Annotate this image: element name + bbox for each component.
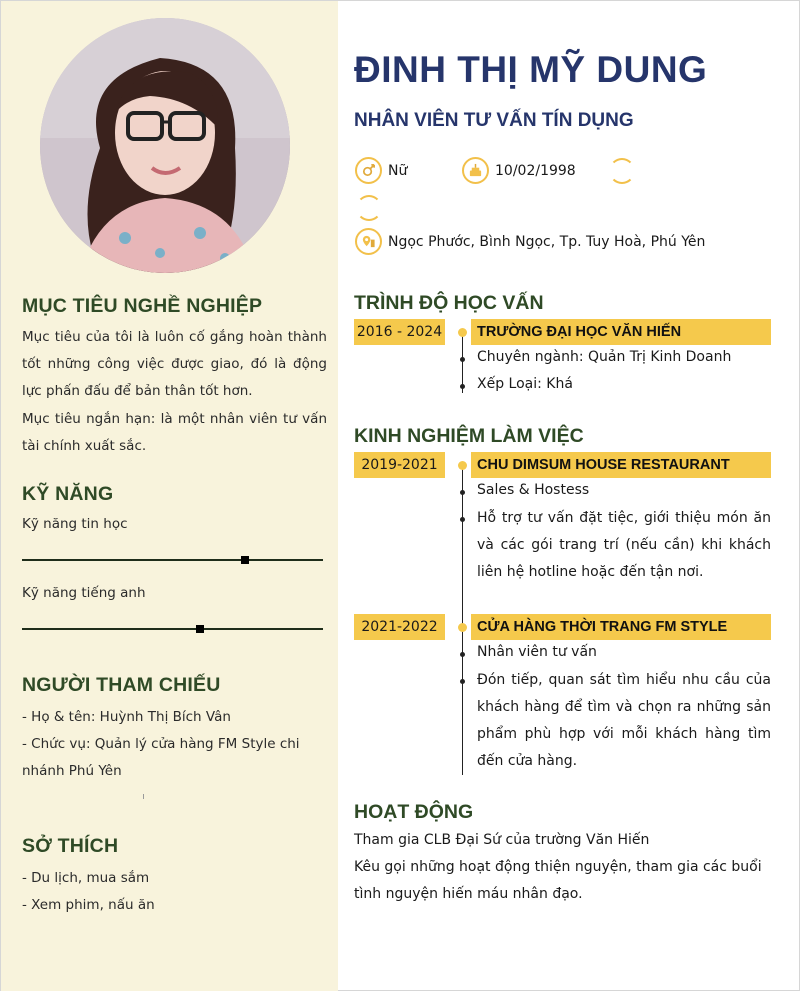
job-timeline-marker <box>458 623 467 632</box>
timeline-bullet <box>460 490 465 495</box>
skills-heading: KỸ NĂNG <box>22 483 114 505</box>
candidate-name: ĐINH THỊ MỸ DUNG <box>354 49 708 90</box>
hobby-item: - Du lịch, mua sắm <box>22 870 150 886</box>
skill-bar-english <box>22 628 323 630</box>
education-heading: TRÌNH ĐỘ HỌC VẤN <box>354 292 544 314</box>
timeline-bullet <box>460 679 465 684</box>
gender-info <box>355 157 407 184</box>
job-description: Đón tiếp, quan sát tìm hiểu nhu cầu của khách hàng để tìm và chọn ra những sản phẩm phù hợp với mỗi khách hàng tìm đến cửa hàng. <box>477 672 771 769</box>
objective-paragraph-2: Mục tiêu ngắn hạn: là một nhân viên tư vấn tài chính xuất sắc. <box>22 411 327 454</box>
experience-timeline-line <box>462 465 463 775</box>
experience-heading: KINH NGHIỆM LÀM VIỆC <box>354 425 584 447</box>
job-position: Sales & Hostess <box>477 482 590 498</box>
address-info <box>355 228 705 255</box>
activity-item: Kêu gọi những hoạt động thiện nguyện, tham gia các buổi tình nguyện hiến máu nhân đạo. <box>354 859 762 902</box>
activities-heading: HOẠT ĐỘNG <box>354 801 474 823</box>
divider-mark <box>143 794 144 799</box>
references-heading: NGƯỜI THAM CHIẾU <box>22 674 221 696</box>
job-period: 2019-2021 <box>354 452 445 478</box>
skill-knob-english[interactable] <box>196 625 204 633</box>
objective-heading: MỤC TIÊU NGHỀ NGHIỆP <box>22 295 263 317</box>
job-company: CỬA HÀNG THỜI TRANG FM STYLE <box>471 614 771 640</box>
job-period: 2021-2022 <box>354 614 445 640</box>
education-timeline-marker <box>458 328 467 337</box>
timeline-bullet <box>460 652 465 657</box>
reference-position: - Chức vụ: Quản lý cửa hàng FM Style chi nhánh Phú Yên <box>22 736 300 779</box>
education-school: TRƯỜNG ĐẠI HỌC VĂN HIẾN <box>471 319 771 345</box>
job-timeline-marker <box>458 461 467 470</box>
gender-value: Nữ <box>388 162 408 179</box>
birthdate-value: 10/02/1998 <box>495 162 576 179</box>
birthday-cake-icon <box>462 157 489 184</box>
hobby-item: - Xem phim, nấu ăn <box>22 897 155 913</box>
job-description: Hỗ trợ tư vấn đặt tiệc, giới thiệu món ăn và các gói trang trí (nếu cần) khi khách liên hệ hotline hoặc đến tận nơi. <box>477 510 771 580</box>
job-company: CHU DIMSUM HOUSE RESTAURANT <box>471 452 771 478</box>
education-major: Chuyên ngành: Quản Trị Kinh Doanh <box>477 349 732 365</box>
address-value: Ngọc Phước, Bình Ngọc, Tp. Tuy Hoà, Phú Yên <box>388 233 706 250</box>
activity-item: Tham gia CLB Đại Sứ của trường Văn Hiến <box>354 832 650 848</box>
skill-knob-computer[interactable] <box>241 556 249 564</box>
timeline-bullet <box>460 357 465 362</box>
candidate-role: NHÂN VIÊN TƯ VẤN TÍN DỤNG <box>354 110 634 131</box>
skill-label-computer: Kỹ năng tin học <box>22 516 128 532</box>
timeline-bullet <box>460 384 465 389</box>
location-map-icon <box>355 228 382 255</box>
gender-icon <box>355 157 382 184</box>
education-period: 2016 - 2024 <box>354 319 445 345</box>
email-icon-placeholder <box>356 195 382 221</box>
phone-icon-placeholder <box>609 158 635 184</box>
skill-label-english: Kỹ năng tiếng anh <box>22 585 146 601</box>
birthdate-info <box>462 157 576 184</box>
hobbies-heading: SỞ THÍCH <box>22 835 119 857</box>
timeline-bullet <box>460 517 465 522</box>
job-position: Nhân viên tư vấn <box>477 644 597 660</box>
skill-bar-computer <box>22 559 323 561</box>
portrait-illustration <box>40 18 290 273</box>
reference-name: - Họ & tên: Huỳnh Thị Bích Vân <box>22 709 231 725</box>
education-grade: Xếp Loại: Khá <box>477 376 573 392</box>
objective-paragraph-1: Mục tiêu của tôi là luôn cố gắng hoàn thành tốt những công việc được giao, đó là động lực phấn đấu để bản thân tốt hơn. <box>22 329 327 399</box>
profile-photo <box>40 18 290 273</box>
